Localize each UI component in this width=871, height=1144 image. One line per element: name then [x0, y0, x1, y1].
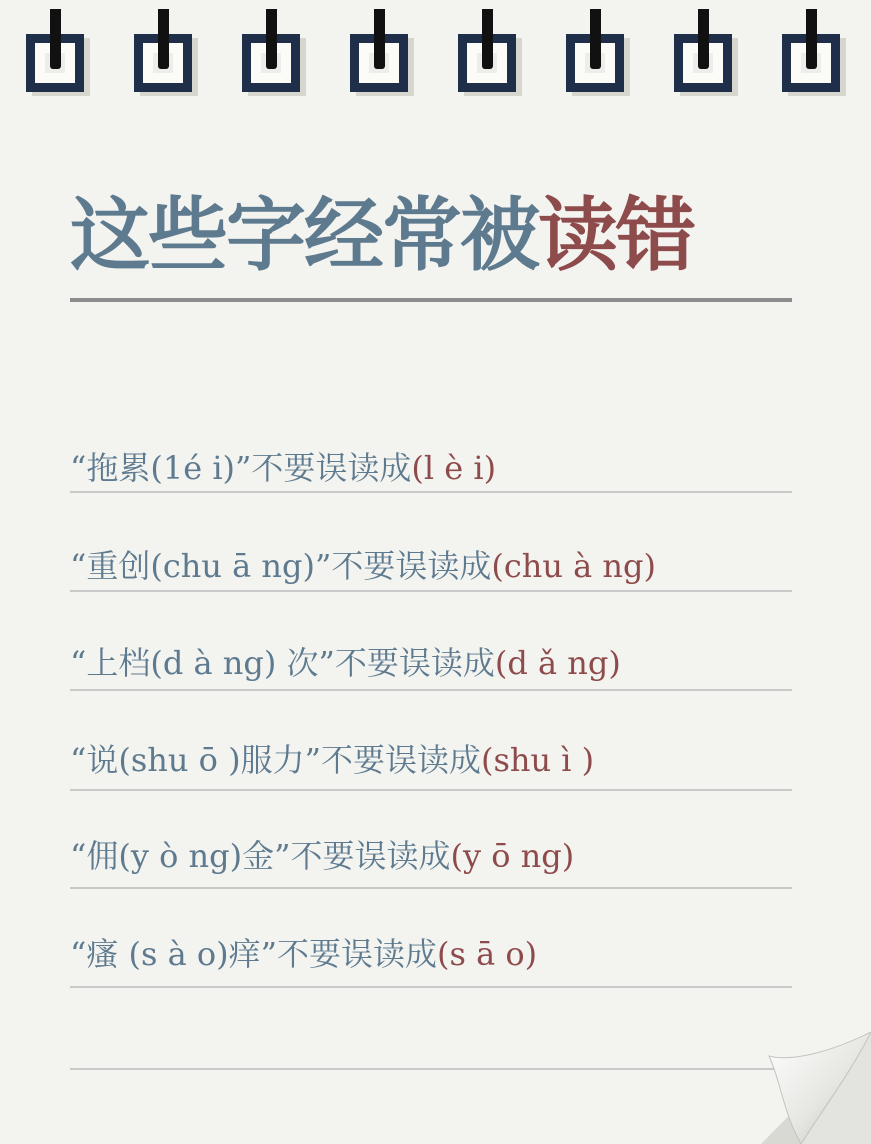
- binding-ring: [350, 34, 408, 92]
- page-title: [70, 186, 800, 286]
- entry-answer: (s ā o): [436, 935, 538, 973]
- entry-question: “上档(d à ng) 次”不要误读成: [70, 644, 495, 682]
- ruled-line: [70, 590, 792, 592]
- entry-row: [70, 926, 792, 982]
- title-highlight: 读错: [538, 189, 694, 282]
- entry-row: [70, 538, 792, 594]
- ring-wire: [266, 9, 277, 69]
- binding-ring: [242, 34, 300, 92]
- binding-ring: [458, 34, 516, 92]
- title-underline: [70, 298, 792, 302]
- entry-question: “重创(chu ā ng)”不要误读成: [70, 547, 492, 585]
- binding-ring: [26, 34, 84, 92]
- entry-question: “拖累(1é i)”不要误读成: [70, 449, 412, 487]
- ring-wire: [698, 9, 709, 69]
- entry-answer: (chu à ng): [491, 547, 656, 585]
- entry-answer: (l è i): [411, 449, 497, 487]
- ruled-line: [70, 789, 792, 791]
- ring-wire: [50, 9, 61, 69]
- entry-question: “佣(y ò ng)金”不要误读成: [70, 837, 451, 875]
- binding-ring: [782, 34, 840, 92]
- ruled-line: [70, 491, 792, 493]
- entry-row: [70, 828, 792, 884]
- title-main: 这些字经常被: [70, 189, 538, 282]
- entry-row: [70, 732, 792, 788]
- binding-ring: [674, 34, 732, 92]
- ring-wire: [806, 9, 817, 69]
- ring-wire: [590, 9, 601, 69]
- ring-wire: [482, 9, 493, 69]
- binding-ring: [134, 34, 192, 92]
- entry-row: [70, 440, 792, 496]
- entry-question: “说(shu ō )服力”不要误读成: [70, 741, 481, 779]
- binding-ring: [566, 34, 624, 92]
- page-curl-icon: [761, 1032, 871, 1144]
- ruled-line: [70, 986, 792, 988]
- entry-row: [70, 635, 792, 691]
- entry-question: “瘙 (s à o)痒”不要误读成: [70, 935, 437, 973]
- entry-answer: (shu ì ): [480, 741, 595, 779]
- spiral-binding: [0, 0, 871, 110]
- ruled-line: [70, 887, 792, 889]
- ring-wire: [374, 9, 385, 69]
- entry-answer: (y ō ng): [450, 837, 575, 875]
- ruled-line: [70, 1068, 792, 1070]
- ruled-line: [70, 689, 792, 691]
- entry-answer: (d ǎ ng): [494, 644, 621, 682]
- ring-wire: [158, 9, 169, 69]
